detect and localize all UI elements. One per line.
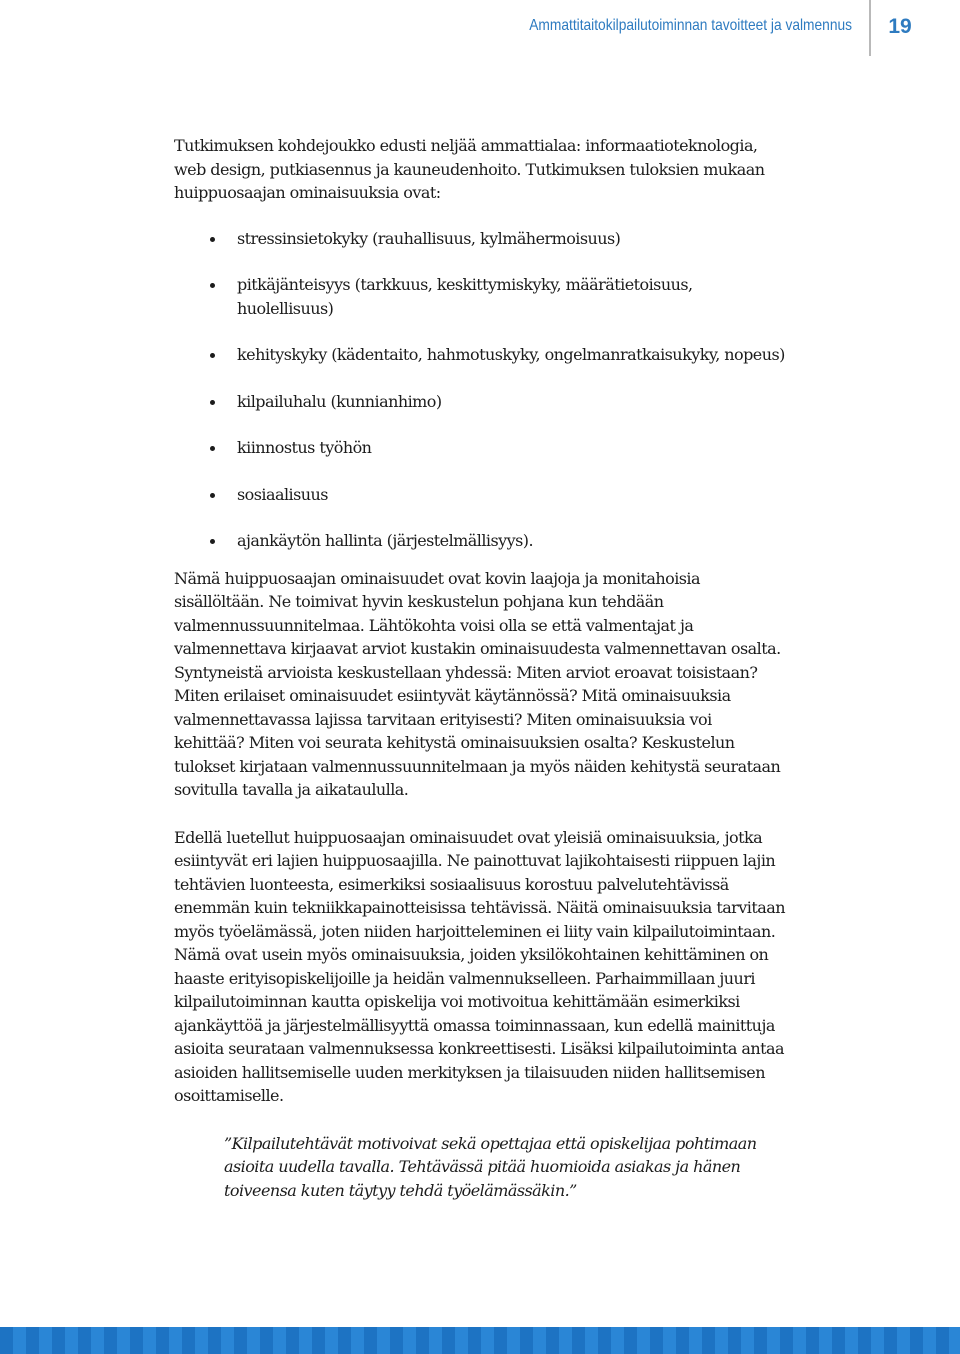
- body-text: [174, 134, 786, 1202]
- bullet-icon: [210, 400, 215, 405]
- list-item: [174, 529, 786, 553]
- list-item: [174, 390, 786, 414]
- list-item: [174, 227, 786, 251]
- footer-band: [0, 1327, 960, 1354]
- bullet-icon: [210, 353, 215, 358]
- list-item-text: ajankäytön hallinta (järjestelmällisyys).: [237, 531, 534, 550]
- list-item-text: kilpailuhalu (kunnianhimo): [237, 391, 442, 411]
- paragraph-evaluation: Nämä huippuosaajan ominaisuudet ovat kovin laajoja ja monitahoisia sisällöltään. Ne toimivat hyvin keskustelun pohjana kun tehdään valmennussuunnitelmaa. Lähtökohta voisi olla se että valmentajat ja valmennettava kirjaavat arviot kustakin ominaisuudesta valmennettavan osalta. Syntyneistä arvioista keskustellaan yhdessä: Miten arviot eroavat toisistaan? Miten erilaiset ominaisuudet esiintyvät käytännössä? Mitä ominaisuuksia valmennettavassa lajissa tarvitaan erityisesti? Miten ominaisuuksia voi kehittää? Miten voi seurata kehitystä ominaisuuksien osalta? Keskustelun tulokset kirjataan valmennussuunnitelmaan ja myös näiden kehitystä seurataan sovitulla tavalla ja aikataululla.: [174, 568, 781, 799]
- running-header-title: Ammattitaitokilpailutoiminnan tavoitteet ja valmennus: [529, 17, 852, 34]
- list-item: [174, 483, 786, 507]
- list-item-text: sosiaalisuus: [237, 484, 328, 504]
- paragraph-general-qualities: Edellä luetellut huippuosaajan ominaisuudet ovat yleisiä ominaisuuksia, jotka esiintyvät eri lajien huippuosaajilla. Ne painottuvat lajikohtaisesti riippuen lajin tehtävien luonteesta, esimerkiksi sosiaalisuus korostuu palvelutehtävissä enemmän kuin tekniikkapainotteisissa tehtävissä. Näitä ominaisuuksia tarvitaan myös työelämässä, joten niiden harjoitteleminen ei liity vain kilpailutoimintaan. Nämä ovat usein myös ominaisuuksia, joiden yksilökohtainen kehittäminen on haaste erityisopiskelijoille ja heidän valmennukselleen. Parhaimmillaan juuri kilpailutoiminnan kautta opiskelija voi motivoitua kehittämään esimerkiksi ajankäyttöä ja järjestelmällisyyttä omassa toiminnassaan, kun edellä mainittuja asioita seurataan valmennuksessa konkreettisesti. Lisäksi kilpailutoiminta antaa asioiden hallitsemiselle uuden merkityksen ja tilaisuuden niiden hallitsemisen osoittamiselle.: [174, 827, 785, 1105]
- list-item-text: pitkäjänteisyys (tarkkuus, keskittymiskyky, määrätietoisuus, huolellisuus): [237, 275, 693, 318]
- list-item: [174, 343, 786, 367]
- pull-quote: ”Kilpailutehtävät motivoivat sekä opettajaa että opiskelijaa pohtimaan asioita uudella tavalla. Tehtävässä pitää huomioida asiakas ja hänen toiveensa kuten täytyy tehdä työelämässäkin.”: [224, 1133, 757, 1200]
- list-item: [174, 436, 786, 460]
- header-divider: [869, 0, 871, 56]
- list-item: [174, 273, 786, 320]
- bullet-icon: [210, 446, 215, 451]
- list-item-text: kiinnostus työhön: [237, 438, 372, 457]
- bullet-icon: [210, 283, 215, 288]
- intro-paragraph: Tutkimuksen kohdejoukko edusti neljää ammattialaa: informaatioteknologia, web design, putkiasennus ja kauneudenhoito. Tutkimuksen tuloksien mukaan huippuosaajan ominaisuuksia ovat:: [174, 136, 765, 202]
- list-item-text: kehityskyky (kädentaito, hahmotuskyky, ongelmanratkaisukyky, nopeus): [237, 345, 785, 364]
- bullet-icon: [210, 539, 215, 544]
- bullet-icon: [210, 493, 215, 498]
- bullet-icon: [210, 237, 215, 242]
- list-item-text: stressinsietokyky (rauhallisuus, kylmähermoisuus): [237, 228, 621, 248]
- bullet-list: [174, 227, 786, 553]
- page-number: 19: [888, 15, 912, 38]
